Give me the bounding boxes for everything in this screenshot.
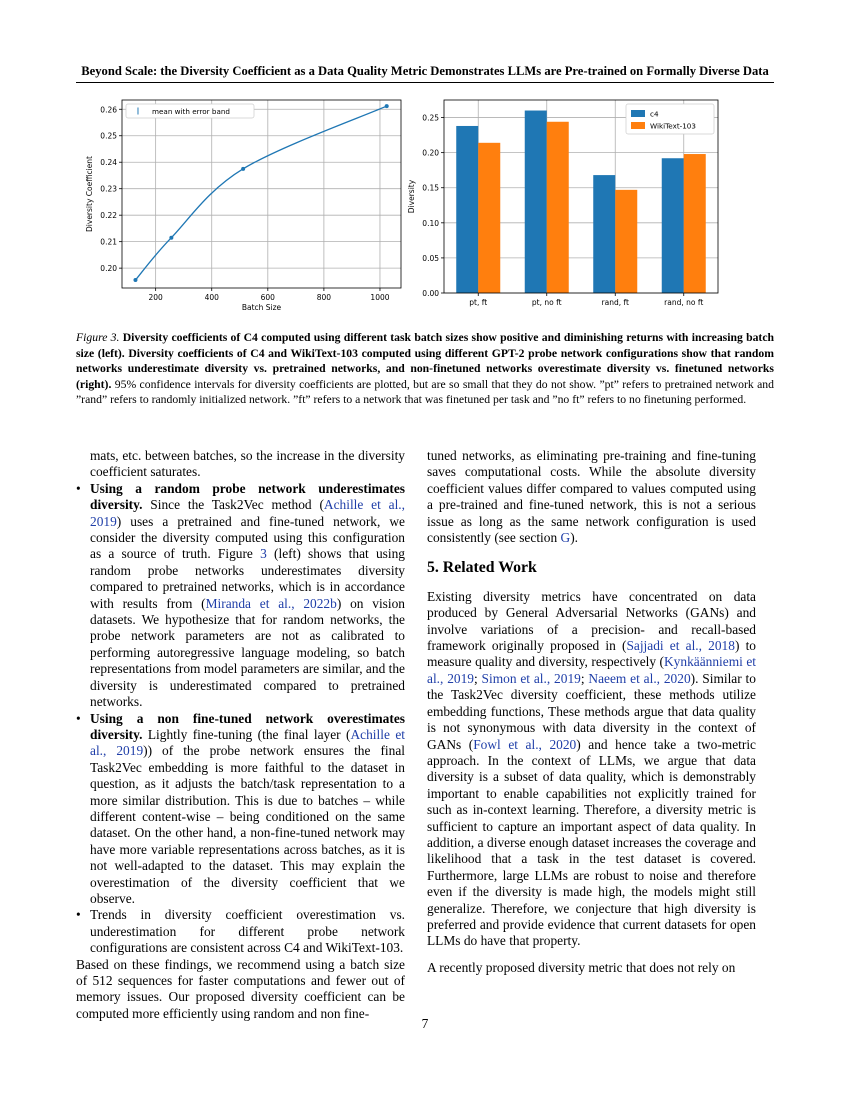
x-tick-label: rand, ft	[601, 298, 629, 307]
y-tick-label: 0.05	[422, 253, 439, 263]
continued-text: mats, etc. between batches, so the increase in the diversity coefficient saturates.	[90, 448, 405, 480]
citation-link[interactable]: Naeem et al., 2020	[588, 670, 691, 686]
figure-caption	[76, 330, 774, 408]
citation-link[interactable]: Achille et al., 2019	[90, 726, 405, 759]
bar	[684, 154, 706, 293]
x-tick-label: 1000	[370, 293, 390, 302]
y-tick-label: 0.25	[422, 113, 439, 123]
x-tick-label: 800	[316, 293, 332, 302]
legend-label: mean with error band	[152, 107, 230, 116]
bullet-heading: Using a non fine-tuned network overestimates diversity.	[90, 710, 405, 742]
text: (left) shows that using random probe networks underestimates diversity compared to pretrained networks, which is in accordance with results from (	[90, 546, 405, 611]
legend-label: c4	[650, 109, 659, 119]
text: ) to measure quality and diversity, respectively (	[427, 638, 756, 670]
y-tick-label: 0.00	[422, 289, 439, 298]
y-tick-label: 0.23	[100, 184, 117, 194]
probe-config-bar-chart	[400, 92, 730, 312]
bar	[662, 158, 684, 293]
y-tick-label: 0.25	[100, 131, 117, 141]
text: ).	[570, 530, 578, 546]
paragraph	[427, 448, 756, 546]
y-tick-label: 0.15	[422, 183, 439, 193]
citation-link[interactable]: Achille et al., 2019	[90, 497, 405, 529]
citation-link[interactable]: Kynkäänniemi et al., 2019	[427, 654, 756, 686]
section-link[interactable]: G	[560, 530, 571, 546]
text: Existing diversity metrics have concentrated on data produced by General Adversarial Networks (GANs) and involve variations of a precision- and recall-based framework originally proposed in (	[427, 588, 756, 654]
data-point	[241, 167, 245, 171]
x-tick-label: 600	[260, 293, 275, 302]
text: Since the Task2Vec method (	[142, 497, 324, 513]
y-tick-label: 0.22	[100, 211, 117, 221]
text: ;	[580, 670, 589, 686]
caption-rest: 95% confidence intervals for diversity coefficients are plotted, but are so small that they do not show. ”pt” refers to pretrained network and ”rand” refers to randomly initialized network. ”ft” refers to a network that was finetuned per task and ”no ft” refers to no finetuning performed.	[76, 377, 774, 407]
bar	[525, 111, 547, 293]
bar	[478, 143, 500, 293]
paragraph: A recently proposed diversity metric that does not rely on	[427, 959, 736, 975]
legend-errorbar-icon: I	[136, 106, 140, 118]
paragraph: Based on these findings, we recommend using a batch size of 512 sequences for faster computations and fewer out of memory issues. Our proposed diversity coefficient can be computed more efficiently using random and non fine-	[76, 956, 405, 1021]
data-point	[385, 104, 389, 108]
text: ) uses a pretrained and fine-tuned network, we consider the diversity computed using this configuration as a source of truth. Figure	[90, 513, 405, 562]
x-tick-label: rand, no ft	[664, 298, 704, 307]
series-line	[135, 106, 386, 280]
text: Lightly fine-tuning (the final layer (	[142, 726, 351, 742]
citation-link[interactable]: Miranda et al., 2022b	[205, 595, 337, 611]
caption-label: Figure 3.	[76, 331, 120, 344]
list-item	[76, 711, 405, 908]
citation-link[interactable]: Sajjadi et al., 2018	[626, 638, 735, 654]
legend-label: WikiText-103	[650, 121, 696, 131]
left-column	[76, 448, 405, 1022]
citation-link[interactable]: Fowl et al., 2020	[473, 736, 577, 752]
x-tick-label: 200	[148, 293, 163, 302]
text: ) on vision datasets. We hypothesize that for random networks, the probe network parameters are not as calibrated to performing autoregressive language modeling, so batch representations from model parameters are similar, and the diversity is underestimated compared to pretrained networks.	[90, 595, 405, 710]
x-tick-label: 400	[204, 293, 219, 302]
legend-swatch	[631, 110, 645, 117]
running-header: Beyond Scale: the Diversity Coefficient as a Data Quality Metric Demonstrates LLMs are Pre-trained on Formally Diverse Data	[81, 64, 769, 78]
text: Trends in diversity coefficient overestimation vs. underestimation for different probe network configurations are consistent across C4 and WikiText-103.	[90, 907, 405, 956]
header-rule	[76, 82, 774, 83]
x-tick-label: pt, ft	[469, 298, 488, 307]
text: tuned networks, as eliminating pre-training and fine-tuning saves computational costs. While the absolute diversity coefficient values differ compared to values computed using a pre-trained and fine-tuned network, this is not a serious issue as long as the same network configuration is used consistently (see section	[427, 448, 756, 546]
y-tick-label: 0.20	[422, 148, 439, 158]
x-tick-label: pt, no ft	[531, 298, 562, 307]
bar	[456, 126, 478, 293]
y-tick-label: 0.20	[100, 264, 117, 274]
plot-frame	[122, 100, 401, 288]
y-axis-label: Diversity	[407, 179, 416, 214]
y-tick-label: 0.21	[100, 237, 117, 247]
text: )) of the probe network ensures the final Task2Vec embedding is more faithful to the dataset in question, as it adjusts the batch/task representation to a more similar distribution. This is due to batches – while different content-wise – being conditioned on the same dataset. On the other hand, a non-fine-tuned network may have more variable representations across batches, as it is not well-adapted to the dataset. This may explain the overestimation of the diversity coefficient that we observe.	[90, 743, 405, 906]
legend-swatch	[631, 122, 645, 129]
bar	[593, 175, 615, 293]
list-item	[76, 907, 405, 956]
text: ) and hence take a two-metric approach. In the context of LLMs, we argue that data diversity is a subset of data quality, which is demonstrably important to enable capabilities not explicitly trained for such as in-context learning. Therefore, a diversity metric is sufficient to capture an important aspect of data quality. In addition, a diverse enough dataset increases the coverage and likelihood that a task in the test dataset is covered. Furthermore, large LLMs are robust to noise and therefore even if the diversity is made high, the models might still generalize. Therefore, we conjecture that high diversity is preferred and provide evidence that current datasets for open LLMs do have that property.	[427, 736, 756, 949]
bullet-heading: Using a random probe network underestimates diversity.	[90, 480, 405, 513]
section-heading: 5. Related Work	[427, 559, 537, 577]
citation-link[interactable]: Simon et al., 2019	[481, 670, 581, 686]
list-item	[76, 481, 405, 711]
paragraph	[427, 589, 756, 950]
y-tick-label: 0.26	[100, 105, 117, 115]
bar	[547, 122, 569, 293]
right-column	[427, 448, 756, 976]
x-axis-label: Batch Size	[241, 303, 282, 312]
data-point	[169, 236, 173, 240]
findings-list	[76, 481, 405, 957]
batch-size-line-chart	[80, 92, 410, 312]
data-point	[133, 278, 137, 282]
y-axis-label: Diversity Coefficient	[85, 156, 94, 232]
figure-link[interactable]: 3	[260, 546, 267, 562]
page-number: 7	[421, 1016, 429, 1031]
y-tick-label: 0.24	[100, 158, 117, 168]
bar	[615, 190, 637, 293]
caption-bold: Diversity coefficients of C4 computed using different task batch sizes show positive and diminishing returns with increasing batch size (left). Diversity coefficients of C4 and WikiText-103 computed using different GPT-2 probe network configurations show that random networks underestimate diversity vs. pretrained networks, and non-finetuned networks overestimate diversity vs. finetuned networks (right).	[76, 331, 775, 391]
text: ). Similar to the Task2Vec diversity coefficient, these methods utilize embedding functions, These methods argue that data quality is not synonymous with data diversity in the context of GANs (	[427, 670, 756, 752]
text: ;	[473, 670, 482, 686]
y-tick-label: 0.10	[422, 218, 439, 228]
